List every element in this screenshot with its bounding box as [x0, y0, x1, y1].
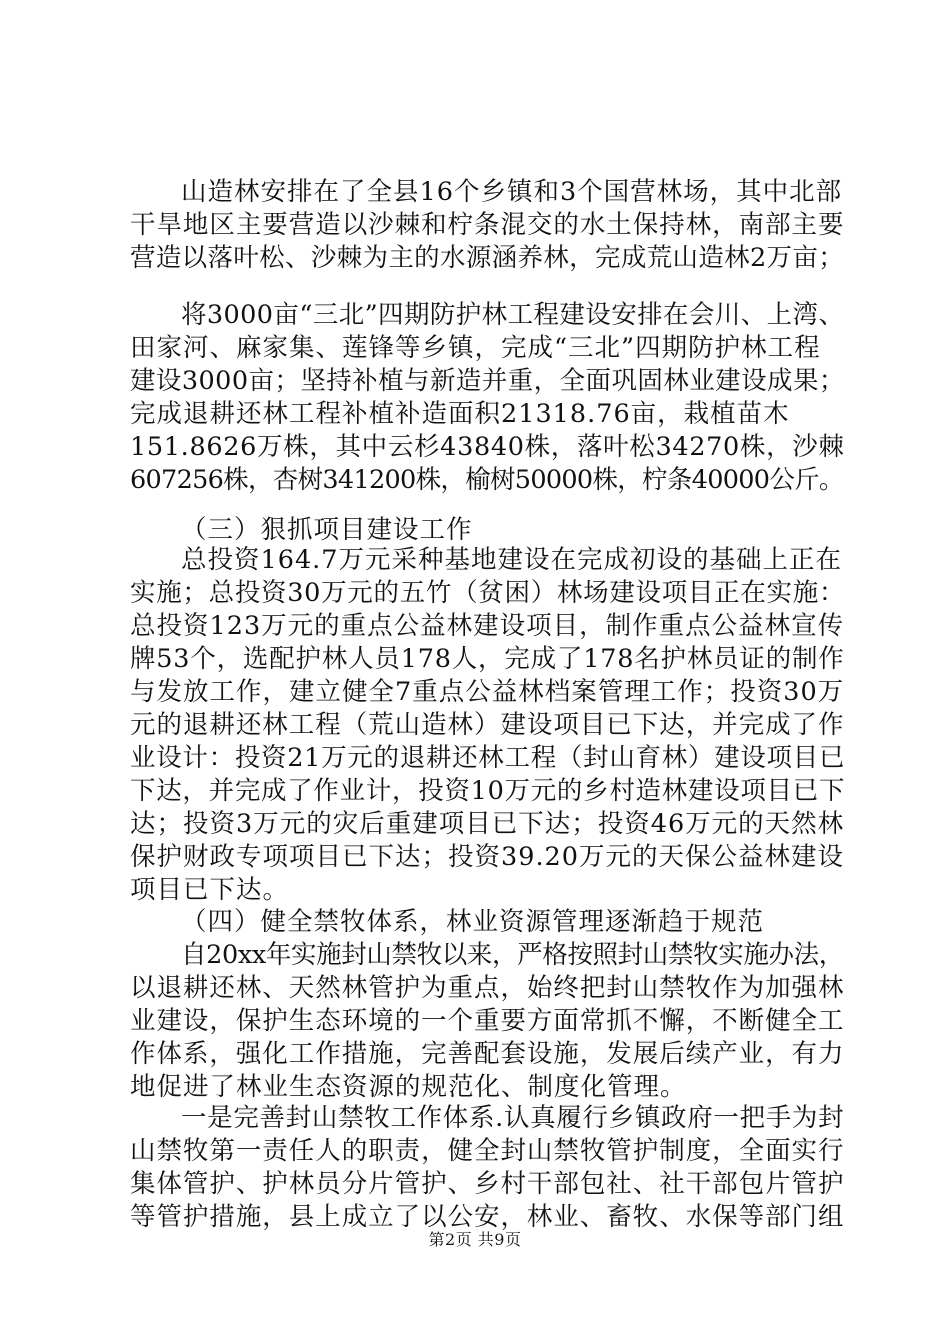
- text-line: 一是完善封山禁牧工作体系.认真履行乡镇政府一把手为封: [181, 1103, 845, 1133]
- text-line: 山禁牧第一责任人的职责，健全封山禁牧管护制度，全面实行: [130, 1136, 845, 1166]
- page-number: 第2页 共9页: [428, 1230, 522, 1249]
- text-line: （四）健全禁牧体系，林业资源管理逐渐趋于规范: [181, 907, 765, 937]
- text-line: 干旱地区主要营造以沙棘和柠条混交的水土保持林，南部主要: [130, 210, 845, 240]
- text-line: 营造以落叶松、沙棘为主的水源涵养林，完成荒山造林2万亩；: [130, 243, 845, 273]
- text-line: 项目已下达。: [130, 875, 290, 905]
- text-line: 业建设，保护生态环境的一个重要方面常抓不懈，不断健全工: [130, 1006, 845, 1036]
- text-line: 实施；总投资30万元的五竹（贫困）林场建设项目正在实施：: [130, 578, 846, 608]
- text-line: 地促进了林业生态资源的规范化、制度化管理。: [130, 1072, 687, 1102]
- text-line: 山造林安排在了全县16个乡镇和3个国营林场，其中北部: [181, 177, 843, 207]
- text-line: 作体系，强化工作措施，完善配套设施，发展后续产业，有力: [130, 1039, 845, 1069]
- text-line: 与发放工作，建立健全7重点公益林档案管理工作；投资30万: [130, 677, 845, 707]
- text-line: 达；投资3万元的灾后重建项目已下达；投资46万元的天然林: [130, 809, 845, 839]
- text-line: 607256株，杏树341200株，榆树50000株，柠条40000公斤。: [130, 465, 844, 495]
- text-line: （三）狠抓项目建设工作: [181, 515, 473, 545]
- text-line: 151.8626万株，其中云杉43840株，落叶松34270株，沙棘: [130, 432, 845, 462]
- text-line: 业设计：投资21万元的退耕还林工程（封山育林）建设项目已: [130, 743, 846, 773]
- text-line: 总投资123万元的重点公益林建设项目，制作重点公益林宣传: [130, 611, 845, 641]
- text-line: 完成退耕还林工程补植补造面积21318.76亩，栽植苗木: [130, 399, 790, 429]
- text-line: 元的退耕还林工程（荒山造林）建设项目已下达，并完成了作: [130, 710, 845, 740]
- text-line: 自20xx年实施封山禁牧以来，严格按照封山禁牧实施办法，: [181, 940, 844, 970]
- text-line: 将3000亩“三北”四期防护林工程建设安排在会川、上湾、: [181, 300, 845, 330]
- text-line: 牌53个，选配护林人员178人，完成了178名护林员证的制作: [130, 644, 845, 674]
- text-line: 下达，并完成了作业计，投资10万元的乡村造林建设项目已下: [130, 776, 846, 806]
- text-line: 总投资164.7万元采种基地建设在完成初设的基础上正在: [181, 545, 843, 575]
- text-line: 田家河、麻家集、莲锋等乡镇，完成“三北”四期防护林工程: [130, 333, 821, 363]
- text-line: 等管护措施，县上成立了以公安，林业、畜牧、水保等部门组: [130, 1202, 845, 1232]
- text-line: 集体管护、护林员分片管护、乡村干部包社、社干部包片管护: [130, 1169, 845, 1199]
- text-line: 保护财政专项项目已下达；投资39.20万元的天保公益林建设: [130, 842, 845, 872]
- text-line: 建设3000亩；坚持补植与新造并重，全面巩固林业建设成果；: [130, 366, 845, 396]
- text-line: 以退耕还林、天然林管护为重点，始终把封山禁牧作为加强林: [130, 973, 845, 1003]
